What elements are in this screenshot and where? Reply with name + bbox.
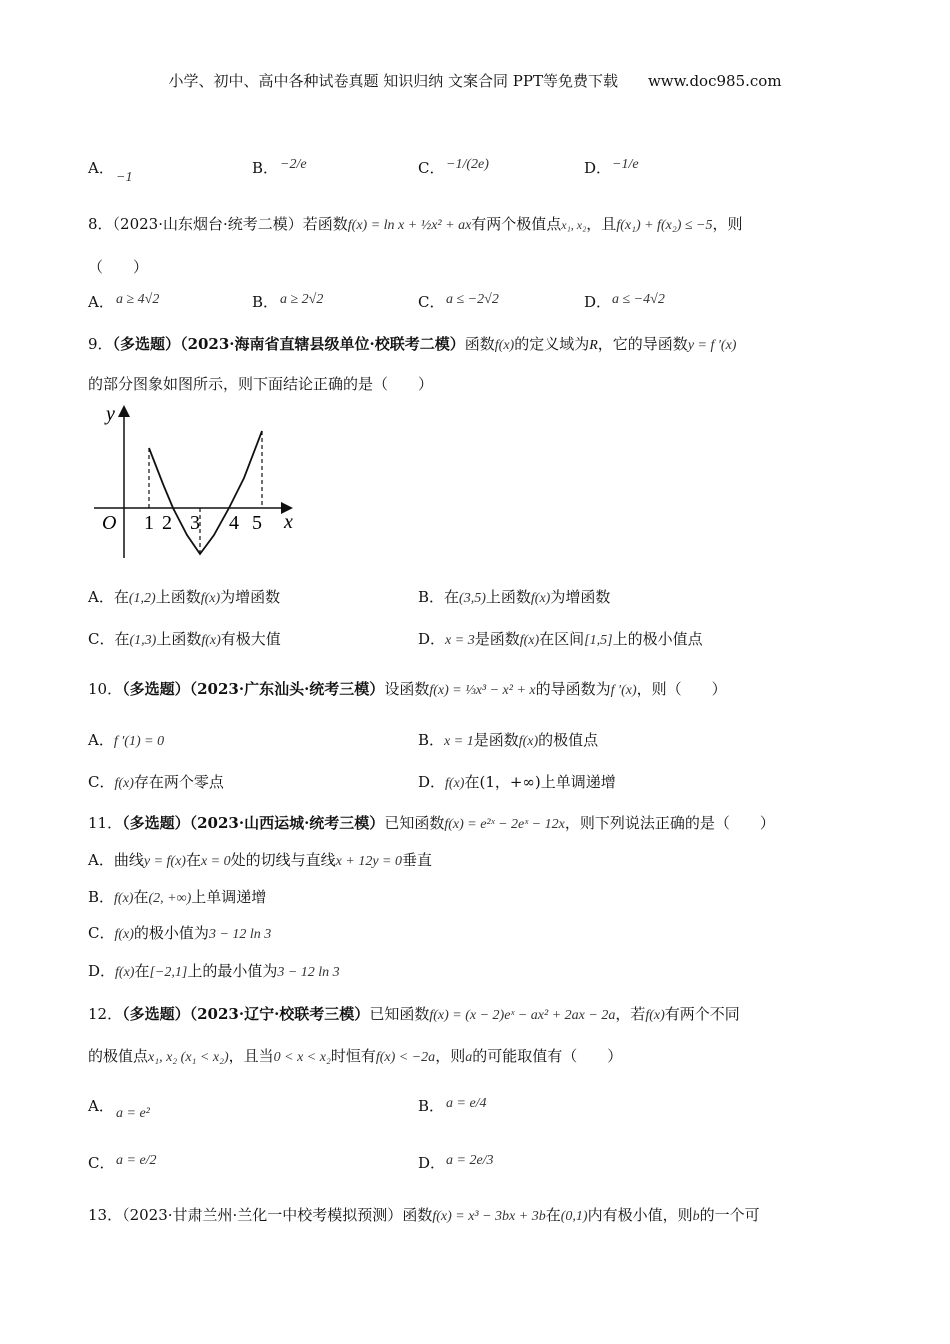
option-text: 存在两个零点 — [133, 773, 224, 791]
origin-label: O — [102, 512, 117, 534]
option-text: 为增函数 — [220, 588, 281, 606]
option-text: 在 — [113, 588, 129, 606]
question-number: 12． — [88, 1005, 123, 1023]
option-c — [88, 629, 281, 651]
option-d — [418, 772, 616, 794]
option-text: 上函数 — [155, 588, 201, 606]
option-text: 曲线 — [113, 851, 144, 869]
interval: (1,3) — [129, 633, 157, 648]
stem-text: ，且当 — [228, 1047, 274, 1065]
stem-text: 有两个不同 — [664, 1005, 740, 1023]
equation: x = 3 — [445, 633, 475, 648]
question-tag: （多选题） — [122, 1005, 190, 1023]
function-symbol: f(x) — [494, 338, 515, 353]
parameter-symbol: a — [465, 1050, 473, 1065]
question-number: 11． — [88, 814, 123, 832]
function-symbol: f(x) — [518, 734, 539, 749]
function-symbol: f(x) — [201, 633, 221, 648]
option-text: 在 — [114, 630, 130, 648]
derivative-curve — [149, 431, 262, 554]
option-b-label: B． — [252, 293, 279, 311]
option-d-value: −1/e — [612, 157, 639, 172]
interval: [−2,1] — [149, 965, 188, 980]
option-text: 在 — [185, 851, 201, 869]
option-c-label: C． — [418, 293, 445, 311]
option-a-value: −1 — [116, 170, 133, 185]
option-text: 是函数 — [473, 731, 519, 749]
stem-text: 已知函数 — [384, 814, 445, 832]
option-text: 是函数 — [474, 630, 520, 648]
option-label: B． — [88, 888, 115, 906]
point: x = 0 — [200, 854, 231, 869]
question-source: （2023·海南省直辖县级单位·校联考二模） — [180, 335, 465, 353]
stem-text: 时恒有 — [330, 1047, 376, 1065]
option-c — [88, 772, 224, 794]
curve-formula: y = f(x) — [143, 854, 186, 869]
stem-text: 内有极小值，则 — [587, 1206, 693, 1224]
stem-text: ，则 — [712, 215, 743, 233]
question-tag: （多选题） — [112, 335, 181, 353]
derivative-graph — [90, 398, 310, 568]
option-b — [88, 887, 266, 909]
question-source: （2023·广东汕头·统考三模） — [189, 680, 385, 698]
condition-formula: f(x₁) + f(x₂) ≤ −5 — [616, 218, 713, 233]
option-d-label: D． — [584, 293, 612, 311]
function-formula: f(x) = ln x + ½x² + ax — [347, 218, 472, 233]
option-d-label: D． — [584, 159, 612, 177]
stem-text: 若函数 — [302, 215, 348, 233]
derivative-formula: y = f ′(x) — [687, 338, 737, 353]
parameter-symbol: b — [692, 1209, 700, 1224]
option-c-value: −1/(2e) — [446, 157, 489, 172]
tick-label: 1 — [144, 512, 154, 534]
x-axis-label: x — [284, 511, 293, 533]
option-b — [418, 587, 610, 609]
stem-text: ，则下列说法正确的是（ ） — [564, 814, 775, 832]
question-tag: （多选题） — [122, 814, 190, 832]
tick-label: 3 — [190, 512, 200, 534]
option-text: 的极值点 — [538, 731, 599, 749]
line-formula: x + 12y = 0 — [335, 854, 402, 869]
option-d — [418, 629, 703, 651]
option-d — [88, 961, 340, 983]
option-text: 的极小值为 — [133, 924, 209, 942]
tick-label: 5 — [252, 512, 262, 534]
question-tag: （多选题） — [122, 680, 190, 698]
option-label: B． — [418, 731, 445, 749]
question-8-stem — [88, 214, 743, 236]
stem-text: 在 — [545, 1206, 561, 1224]
option-label: C． — [88, 630, 115, 648]
option-text: 为增函数 — [550, 588, 611, 606]
function-symbol: f(x) — [645, 1008, 665, 1023]
interval: (1,2) — [128, 591, 156, 606]
interval: (3,5) — [459, 591, 486, 606]
option-text: 处的切线与直线 — [230, 851, 336, 869]
extremum-points: x₁, x₂ (x₁ < x₂) — [148, 1050, 229, 1065]
stem-text: 设函数 — [384, 680, 430, 698]
option-text: 在 — [444, 588, 460, 606]
stem-text: 已知函数 — [369, 1005, 430, 1023]
option-label: C． — [88, 773, 115, 791]
function-formula: f(x) = (x − 2)eˣ − ax² + 2ax − 2a — [429, 1008, 616, 1023]
option-label: D． — [88, 962, 116, 980]
question-number: 13． — [88, 1206, 123, 1224]
stem-text: 函数 — [464, 335, 495, 353]
option-label: B． — [418, 588, 445, 606]
stem-text: ，则 — [435, 1047, 466, 1065]
tick-label: 4 — [229, 512, 239, 534]
stem-text: 的定义域为 — [514, 335, 590, 353]
interval: (0,1) — [560, 1209, 588, 1224]
function-symbol: f(x) — [114, 927, 134, 942]
option-b-value: a ≥ 2√2 — [280, 292, 324, 307]
interval: (2, +∞) — [148, 891, 192, 906]
option-a-label: A． — [88, 1097, 114, 1115]
option-b — [418, 730, 598, 752]
function-symbol: f(x) — [114, 891, 134, 906]
page-header: 小学、初中、高中各种试卷真题 知识归纳 文案合同 PPT等免费下载 www.doc985.com — [168, 72, 782, 90]
option-text: 有极大值 — [220, 630, 281, 648]
option-text: 垂直 — [401, 851, 432, 869]
option-a-label: A． — [88, 293, 114, 311]
option-formula: f ′(1) = 0 — [113, 734, 165, 749]
option-text: 上函数 — [485, 588, 531, 606]
option-text: 在 — [134, 962, 150, 980]
question-13-stem — [88, 1205, 760, 1227]
stem-text: ，若 — [615, 1005, 646, 1023]
option-label: D． — [418, 773, 446, 791]
question-9-stem-line2: 的部分图象如图所示，则下面结论正确的是（ ） — [88, 375, 434, 393]
question-number: 8． — [88, 215, 113, 233]
option-text: 在区间 — [539, 630, 585, 648]
stem-text: 的导函数为 — [535, 680, 611, 698]
stem-text: 有两个极值点 — [471, 215, 562, 233]
stem-text: ，则（ ） — [636, 680, 727, 698]
value-formula: 3 − 12 ln 3 — [208, 927, 272, 942]
function-symbol: f(x) — [200, 591, 221, 606]
inequality-formula: f(x) < −2a — [375, 1050, 436, 1065]
option-b-value: a = e/4 — [446, 1096, 487, 1111]
condition-formula: 0 < x < x₂ — [273, 1050, 331, 1065]
question-number: 10． — [88, 680, 123, 698]
function-formula: f(x) = e²ˣ − 2eˣ − 12x — [444, 817, 565, 832]
function-symbol: f(x) — [445, 776, 465, 791]
option-text: 上函数 — [156, 630, 202, 648]
option-d-label: D． — [418, 1154, 446, 1172]
option-text: 在(1，+∞)上单调递增 — [464, 773, 616, 791]
equation: x = 1 — [444, 734, 474, 749]
option-c-value: a = e/2 — [116, 1153, 157, 1168]
option-b-label: B． — [418, 1097, 445, 1115]
function-formula: f(x) = x³ − 3bx + 3b — [432, 1209, 546, 1224]
function-symbol: f(x) — [114, 776, 134, 791]
stem-text: 的可能取值有（ ） — [472, 1047, 623, 1065]
option-text: 上的极小值点 — [612, 630, 703, 648]
option-d-value: a = 2e/3 — [446, 1153, 494, 1168]
option-a-value: a = e² — [116, 1106, 150, 1121]
stem-text: 的一个可 — [699, 1206, 760, 1224]
stem-text: ，它的导函数 — [597, 335, 688, 353]
option-c-label: C． — [88, 1154, 115, 1172]
value-formula: 3 − 12 ln 3 — [277, 965, 340, 980]
answer-parentheses: （ ） — [88, 258, 149, 276]
question-10-stem — [88, 679, 727, 701]
y-axis-label: y — [106, 403, 115, 425]
question-source: （2023·甘肃兰州·兰化一中校考模拟预测） — [122, 1206, 403, 1224]
option-a — [88, 730, 164, 752]
question-11-stem — [88, 813, 775, 835]
option-a — [88, 587, 280, 609]
option-b-label: B． — [252, 159, 279, 177]
question-9-stem — [88, 334, 736, 356]
interval: [1,5] — [584, 633, 613, 648]
option-label: A． — [88, 731, 114, 749]
option-text: 上单调递增 — [191, 888, 267, 906]
option-label: D． — [418, 630, 446, 648]
tick-label: 2 — [162, 512, 172, 534]
domain-symbol: R — [589, 338, 598, 353]
option-b-value: −2/e — [280, 157, 307, 172]
question-source: （2023·山西运城·统考三模） — [189, 814, 385, 832]
question-12-stem-line2 — [88, 1046, 622, 1068]
option-c — [88, 923, 271, 945]
stem-text: ，且 — [586, 215, 617, 233]
option-a-label: A． — [88, 159, 114, 177]
function-symbol: f(x) — [519, 633, 540, 648]
stem-text: 函数 — [402, 1206, 433, 1224]
function-symbol: f(x) — [115, 965, 135, 980]
option-label: C． — [88, 924, 115, 942]
option-label: A． — [88, 588, 114, 606]
stem-text: 的极值点 — [88, 1047, 149, 1065]
option-a — [88, 850, 432, 872]
extremum-points: x₁, x₂ — [561, 218, 587, 232]
question-number: 9． — [88, 335, 113, 353]
derivative-symbol: f ′(x) — [610, 683, 637, 698]
option-text: 上的最小值为 — [187, 962, 278, 980]
question-source: （2023·辽宁·校联考三模） — [189, 1005, 370, 1023]
option-a-value: a ≥ 4√2 — [116, 292, 160, 307]
function-symbol: f(x) — [530, 591, 551, 606]
option-d-value: a ≤ −4√2 — [612, 292, 665, 307]
option-c-value: a ≤ −2√2 — [446, 292, 499, 307]
option-c-label: C． — [418, 159, 445, 177]
question-source: （2023·山东烟台·统考二模） — [112, 215, 303, 233]
option-label: A． — [88, 851, 114, 869]
question-12-stem — [88, 1004, 740, 1026]
function-formula: f(x) = ⅓x³ − x² + x — [429, 683, 536, 698]
option-text: 在 — [133, 888, 149, 906]
